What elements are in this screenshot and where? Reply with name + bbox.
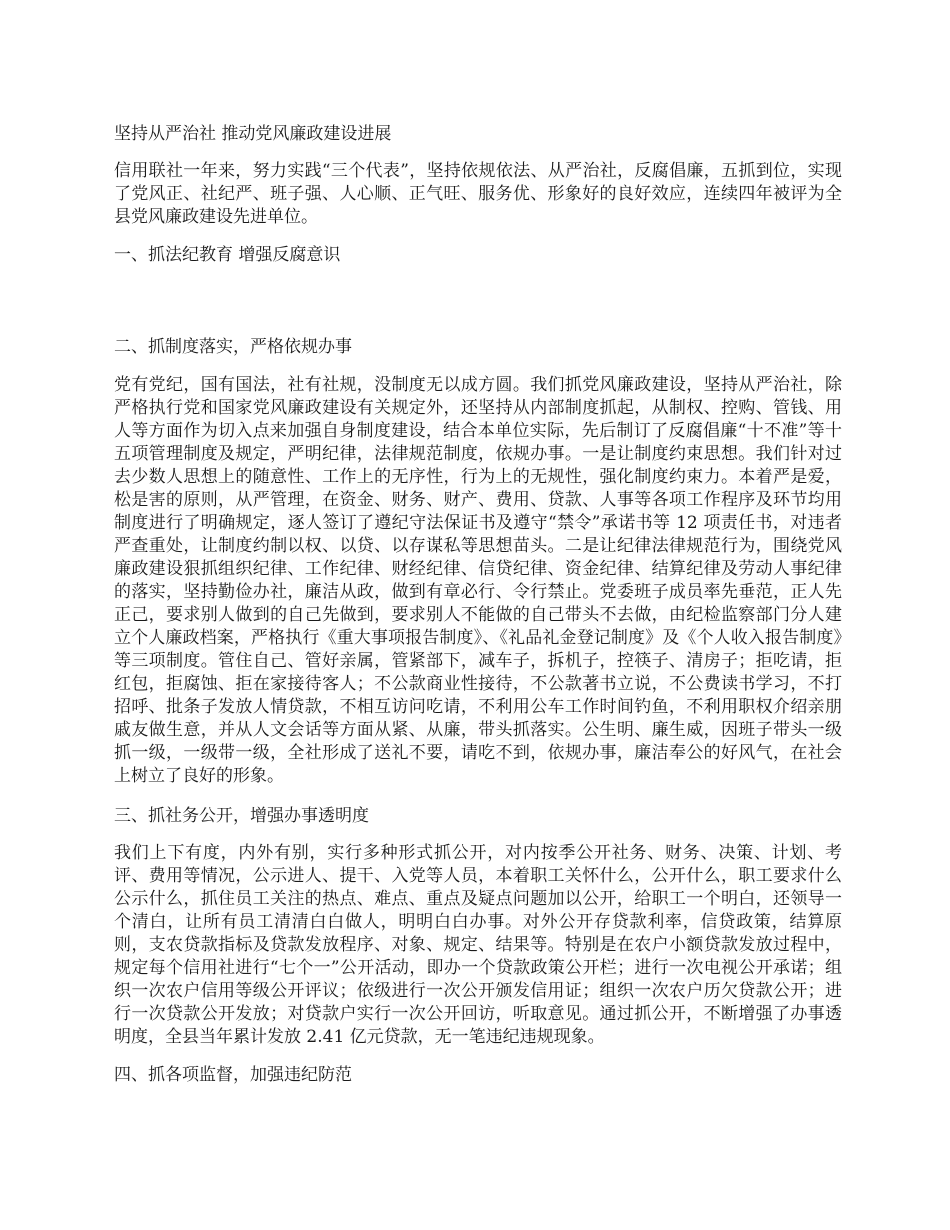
section-heading-2: 二、抓制度落实，严格依规办事 [114,337,352,357]
section-heading-4: 四、抓各项监督，加强违纪防范 [114,1065,352,1085]
section-heading-3: 三、抓社务公开，增强办事透明度 [114,806,369,826]
section-body-3: 我们上下有度，内外有别，实行多种形式抓公开，对内按季公开社务、财务、决策、计划、考评、费用等情况，公示进人、提干、入党等人员，本着职工关怀什么，公开什么，职工要求什么公示什么，抓住员工关注的热点、难点、重点及疑点问题加以公开，给职工一个明白，还领导一个清白，让所有员工清清白白做人，明明白白办事。对外公开存贷款利率，信贷政策，结算原则，支农贷款指标及贷款发放程序、对象、规定、结果等。特别是在农户小额贷款发放过程中，规定每个信用社进行“七个一”公开活动，即办一个贷款政策公开栏；进行一次电视公开承诺；组织一次农户信用等级公开评议；依级进行一次公开颁发信用证；组织一次农户历欠贷款公开；进行一次贷款公开发放；对贷款户实行一次公开回访，听取意见。通过抓公开，不断增强了办事透明度，全县当年累计发放 2.41 亿元贷款，无一笔违纪违规现象。 [114,843,842,1047]
intro-paragraph: 信用联社一年来，努力实践“三个代表”，坚持依规依法、从严治社，反腐倡廉，五抓到位，实现了党风正、社纪严、班子强、人心顺、正气旺、服务优、形象好的良好效应，连续四年被评为全县党风廉政建设先进单位。 [114,161,842,227]
section-body-2: 党有党纪，国有国法，社有社规，没制度无以成方圆。我们抓党风廉政建设，坚持从严治社，除严格执行党和国家党风廉政建设有关规定外，还坚持从内部制度抓起，从制权、控购、管钱、用人等方面作为切入点来加强自身制度建设，结合本单位实际，先后制订了反腐倡廉“十不准”等十五项管理制度及规定，严明纪律，法律规范制度，依规办事。一是让制度约束思想。我们针对过去少数人思想上的随意性、工作上的无序性，行为上的无规性，强化制度约束力。本着严是爱，松是害的原则，从严管理，在资金、财务、财产、费用、贷款、人事等各项工作程序及环节均用制度进行了明确规定，逐人签订了遵纪守法保证书及遵守“禁令”承诺书等 12 项责任书，对违者严查重处，让制度约制以权、以贷、以存谋私等思想苗头。二是让纪律法律规范行为，围绕党风廉政建设狠抓组织纪律、工作纪律、财经纪律、信贷纪律、资金纪律、结算纪律及劳动人事纪律的落实，坚持勤俭办社，廉洁从政，做到有章必行、令行禁止。党委班子成员率先垂范，正人先正己，要求别人做到的自己先做到，要求别人不能做的自己带头不去做，由纪检监察部门分人建立个人廉政档案，严格执行《重大事项报告制度》、《礼品礼金登记制度》及《个人收入报告制度》等三项制度。管住自己、管好亲属，管紧部下，减车子，拆机子，控筷子、清房子；拒吃请，拒红包，拒腐蚀、拒在家接待客人；不公款商业性接待，不公款著书立说，不公费读书学习，不打招呼、批条子发放人情贷款，不相互访问吃请，不利用公车工作时间钓鱼，不利用职权介绍亲朋戚友做生意，并从人文会话等方面从紧、从廉，带头抓落实。公生明、廉生威，因班子带头一级抓一级，一级带一级，全社形成了送礼不要，请吃不到，依规办事，廉洁奉公的好风气，在社会上树立了良好的形象。 [114,375,842,786]
document-title: 坚持从严治社 推动党风廉政建设进展 [114,124,392,144]
document-page [114,122,842,1087]
section-heading-1: 一、抓法纪教育 增强反腐意识 [114,245,341,265]
